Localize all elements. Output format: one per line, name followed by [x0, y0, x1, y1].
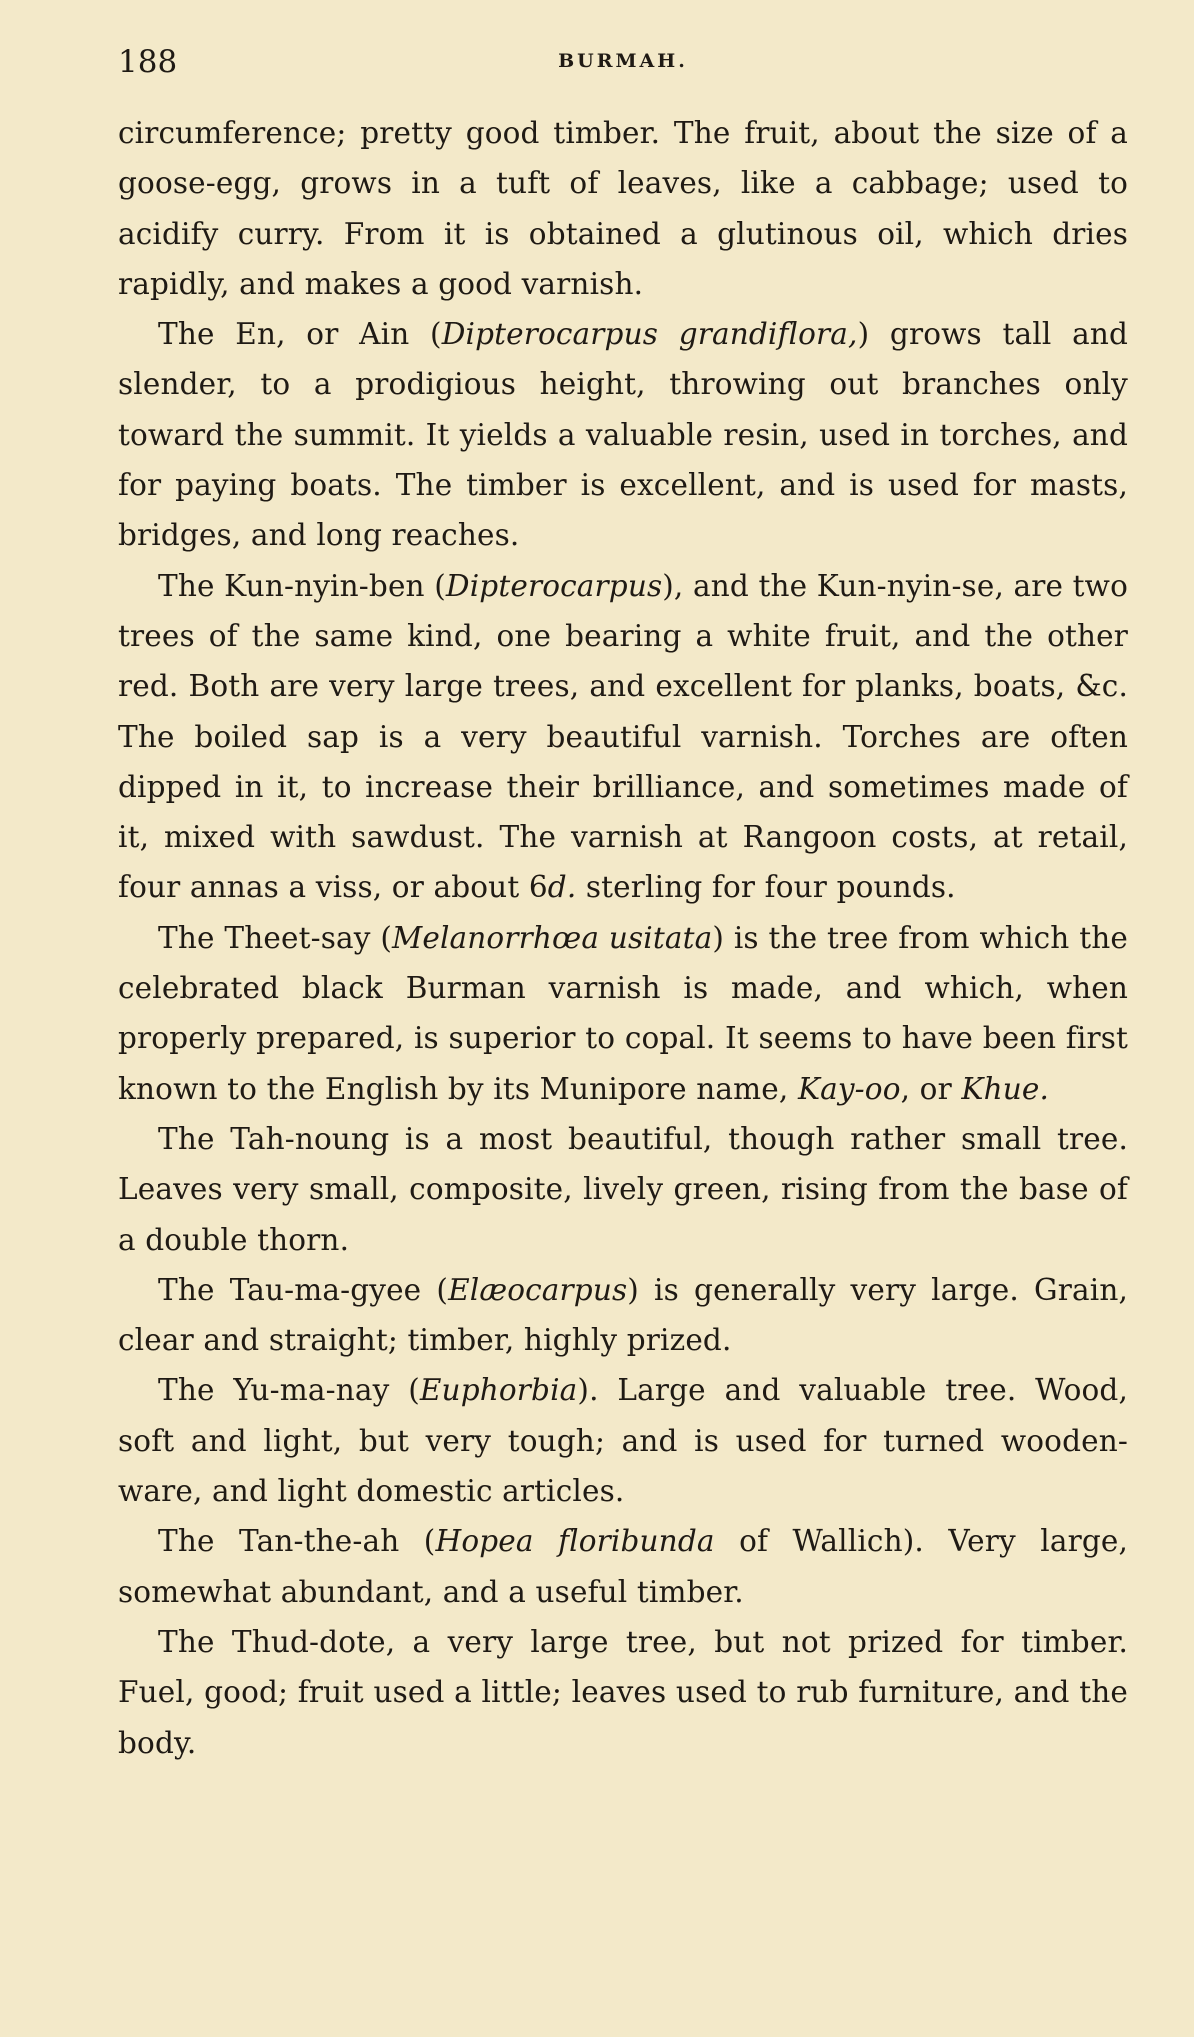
text-run: The Thud-dote, a very large tree, but not prized for timber. Fuel, good; fruit used a little; leaves used to rub furniture, and the body. — [118, 1624, 1128, 1760]
paragraph — [118, 1265, 1128, 1366]
paragraph — [118, 913, 1128, 1114]
italic-text: Khue. — [961, 1071, 1049, 1106]
text-run: of Wallich). Very large, somewhat abundant, and a useful timber. — [118, 1524, 1128, 1609]
italic-text: Melanorrhœa usitata — [392, 920, 713, 955]
text-run: The Theet-say ( — [158, 920, 392, 955]
italic-text: Dipterocarpus — [445, 568, 663, 603]
page-number: 188 — [118, 44, 178, 80]
text-run: ). Large and valuable tree. Wood, soft and light, but very tough; and is used for turned wooden-ware, and light domestic articles. — [118, 1373, 1128, 1509]
text-run: The En, or Ain ( — [158, 317, 442, 352]
text-run: sterling for four pounds. — [576, 870, 956, 905]
paragraph — [118, 1617, 1128, 1768]
paragraph — [118, 309, 1128, 560]
text-run: The Tan-the-ah ( — [158, 1524, 436, 1559]
text-run: The Tau-ma-gyee ( — [158, 1272, 449, 1307]
text-run: ) is generally very large. Grain, clear and straight; timber, highly prized. — [118, 1272, 1128, 1358]
paragraph — [118, 1516, 1128, 1617]
running-head — [118, 44, 1128, 84]
paragraph — [118, 1114, 1128, 1265]
text-run: The Yu-ma-nay ( — [158, 1373, 420, 1408]
text-run: ) grows tall and slender, to a prodigious height, throwing out branches only toward the summit. It yields a valuable resin, used in torches, and for paying boats. The timber is excellent, and is used for masts, bridges, and long reaches. — [118, 317, 1129, 553]
italic-text: Kay-oo — [797, 1071, 901, 1106]
text-run: ), and the Kun-nyin-se, are two trees of the same kind, one bearing a white fruit, and the other red. Both are very large trees, and excellent for planks, boats, &c. The boiled sap is a very beautiful varnish. Torches are often dipped in it, to increase their brilliance, and sometimes made of it, mixed with sawdust. The varnish at Rangoon costs, at retail, four annas a viss, or about 6 — [118, 568, 1128, 905]
italic-text: Euphorbia — [419, 1373, 578, 1408]
paragraph — [118, 108, 1128, 309]
italic-text: Elæocarpus — [448, 1272, 628, 1307]
text-run: circumference; pretty good timber. The fruit, about the size of a goose-egg, grows in a tuft of leaves, like a cabbage; used to acidify curry. From it is obtained a glutinous oil, which dries rapidly, and makes a good varnish. — [118, 116, 1128, 301]
italic-text: Hopea floribunda — [435, 1524, 715, 1559]
text-run: ) is the tree from which the celebrated black Burman varnish is made, and which, when properly prepared, is superior to copal. It seems to have been first known to the English by its Munipore name, — [118, 920, 1128, 1106]
italic-text: d. — [547, 870, 577, 905]
paragraph — [118, 1365, 1128, 1516]
text-body — [118, 108, 1128, 1768]
running-title: BURMAH. — [558, 50, 688, 72]
italic-text: Dipterocarpus grandiflora, — [441, 317, 858, 352]
text-run: The Kun-nyin-ben ( — [158, 568, 446, 603]
paragraph — [118, 561, 1128, 913]
text-run: , or — [900, 1071, 962, 1106]
text-run: The Tah-noung is a most beautiful, though rather small tree. Leaves very small, composite, lively green, rising from the base of a double thorn. — [118, 1121, 1128, 1257]
